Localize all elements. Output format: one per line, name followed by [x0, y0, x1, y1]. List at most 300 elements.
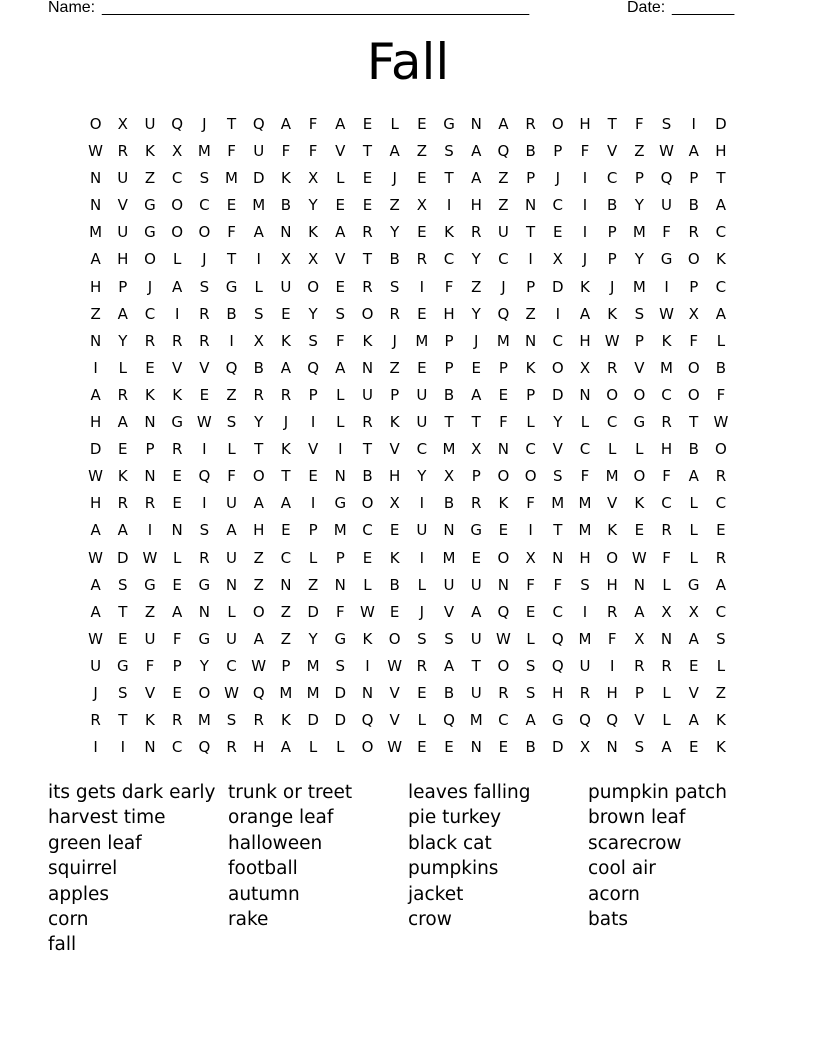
grid-letter[interactable]: S [525, 683, 536, 702]
grid-letter[interactable]: M [197, 711, 211, 730]
grid-letter[interactable]: E [471, 548, 481, 567]
grid-letter[interactable]: P [526, 169, 536, 188]
grid-letter[interactable]: Y [471, 304, 481, 323]
grid-letter[interactable]: M [333, 521, 347, 540]
grid-letter[interactable]: A [90, 602, 101, 621]
grid-letter[interactable]: N [660, 629, 673, 648]
grid-letter[interactable]: X [416, 196, 427, 215]
grid-letter[interactable]: Z [498, 169, 509, 188]
grid-letter[interactable]: R [525, 115, 536, 133]
grid-letter[interactable]: N [443, 521, 455, 540]
grid-letter[interactable]: L [254, 277, 263, 296]
grid-letter[interactable]: K [362, 629, 373, 648]
grid-letter[interactable]: P [118, 277, 128, 296]
grid-letter[interactable]: E [417, 358, 427, 377]
grid-letter[interactable]: X [117, 115, 128, 133]
grid-letter[interactable]: Z [144, 602, 156, 621]
grid-letter[interactable]: E [118, 629, 128, 648]
grid-letter[interactable]: H [89, 277, 102, 296]
grid-letter[interactable]: E [118, 440, 128, 459]
grid-letter[interactable]: B [443, 683, 455, 702]
grid-letter[interactable]: E [362, 548, 373, 567]
grid-letter[interactable]: W [88, 548, 104, 567]
grid-letter[interactable]: F [335, 602, 345, 621]
grid-letter[interactable]: Z [144, 169, 156, 188]
grid-letter[interactable]: Z [715, 683, 727, 702]
grid-letter[interactable]: A [90, 521, 101, 540]
grid-letter[interactable]: L [308, 738, 318, 757]
grid-letter[interactable]: W [251, 656, 267, 675]
grid-letter[interactable]: B [389, 250, 400, 269]
grid-letter[interactable]: R [199, 331, 210, 350]
grid-letter[interactable]: Q [497, 602, 510, 621]
grid-letter[interactable]: U [470, 683, 482, 702]
grid-letter[interactable]: G [225, 277, 238, 296]
grid-letter[interactable]: T [689, 413, 699, 432]
grid-letter[interactable]: Q [579, 711, 591, 730]
grid-letter[interactable]: A [579, 304, 591, 323]
grid-letter[interactable]: N [89, 196, 102, 215]
grid-letter[interactable]: U [117, 169, 129, 188]
grid-letter[interactable]: B [525, 142, 536, 161]
grid-letter[interactable]: F [145, 656, 155, 675]
grid-letter[interactable]: D [89, 440, 102, 459]
grid-letter[interactable]: I [582, 169, 588, 188]
grid-letter[interactable]: R [661, 656, 672, 675]
grid-letter[interactable]: W [88, 142, 104, 161]
grid-letter[interactable]: C [280, 548, 292, 567]
grid-letter[interactable]: L [390, 115, 399, 133]
grid-letter[interactable]: B [715, 358, 727, 377]
grid-letter[interactable]: E [417, 223, 427, 242]
grid-letter[interactable]: T [118, 602, 128, 621]
grid-letter[interactable]: R [117, 142, 128, 161]
grid-letter[interactable]: U [416, 413, 428, 432]
grid-letter[interactable]: F [662, 548, 671, 567]
grid-letter[interactable]: N [334, 575, 346, 594]
grid-letter[interactable]: A [634, 602, 645, 621]
grid-letter[interactable]: E [553, 223, 563, 242]
grid-letter[interactable]: A [443, 656, 455, 675]
grid-letter[interactable]: F [308, 115, 318, 133]
grid-letter[interactable]: Z [280, 629, 292, 648]
grid-letter[interactable]: V [552, 440, 563, 459]
grid-letter[interactable]: P [281, 656, 291, 675]
grid-letter[interactable]: S [417, 629, 427, 648]
grid-letter[interactable]: G [198, 629, 211, 648]
grid-letter[interactable]: G [334, 629, 347, 648]
grid-letter[interactable]: P [172, 656, 182, 675]
grid-letter[interactable]: W [659, 304, 674, 323]
grid-letter[interactable]: O [551, 358, 564, 377]
grid-letter[interactable]: D [334, 711, 347, 730]
grid-letter[interactable]: I [202, 494, 207, 513]
grid-letter[interactable]: I [174, 304, 180, 323]
grid-letter[interactable]: T [444, 413, 454, 432]
grid-letter[interactable]: Y [634, 250, 644, 269]
grid-letter[interactable]: J [147, 277, 153, 296]
grid-letter[interactable]: O [497, 656, 510, 675]
grid-letter[interactable]: A [172, 602, 183, 621]
grid-letter[interactable]: E [525, 602, 536, 621]
grid-letter[interactable]: I [310, 413, 316, 432]
date-field[interactable]: _______ [672, 0, 735, 16]
grid-letter[interactable]: N [579, 385, 591, 404]
grid-letter[interactable]: L [716, 656, 726, 675]
grid-letter[interactable]: O [361, 304, 374, 323]
grid-letter[interactable]: L [227, 602, 236, 621]
grid-letter[interactable]: C [606, 413, 618, 432]
grid-letter[interactable]: F [444, 277, 454, 296]
grid-letter[interactable]: E [362, 169, 373, 188]
grid-letter[interactable]: C [525, 440, 536, 459]
grid-letter[interactable]: E [688, 738, 699, 757]
grid-letter[interactable]: V [172, 358, 183, 377]
grid-letter[interactable]: A [253, 494, 264, 513]
grid-letter[interactable]: T [254, 440, 264, 459]
grid-letter[interactable]: I [93, 738, 98, 757]
grid-letter[interactable]: O [144, 250, 156, 269]
grid-letter[interactable]: S [634, 304, 645, 323]
grid-letter[interactable]: Q [551, 656, 564, 675]
grid-letter[interactable]: X [688, 304, 699, 323]
grid-letter[interactable]: L [526, 413, 535, 432]
grid-letter[interactable]: P [145, 440, 155, 459]
grid-letter[interactable]: K [389, 413, 400, 432]
grid-letter[interactable]: P [634, 683, 644, 702]
grid-letter[interactable]: E [417, 169, 427, 188]
grid-letter[interactable]: Q [551, 629, 564, 648]
grid-letter[interactable]: L [662, 683, 671, 702]
grid-letter[interactable]: Y [634, 196, 644, 215]
grid-letter[interactable]: G [660, 250, 673, 269]
grid-letter[interactable]: K [580, 277, 590, 296]
grid-letter[interactable]: S [335, 304, 346, 323]
grid-letter[interactable]: A [90, 575, 101, 594]
grid-letter[interactable]: L [336, 169, 345, 188]
grid-letter[interactable]: G [334, 494, 347, 513]
grid-letter[interactable]: A [117, 413, 128, 432]
grid-letter[interactable]: R [362, 413, 373, 432]
grid-letter[interactable]: C [362, 521, 373, 540]
grid-letter[interactable]: I [609, 656, 615, 675]
grid-letter[interactable]: X [307, 169, 319, 188]
grid-letter[interactable]: E [498, 521, 509, 540]
grid-letter[interactable]: U [361, 385, 373, 404]
grid-letter[interactable]: U [497, 223, 509, 242]
grid-letter[interactable]: E [199, 385, 210, 404]
grid-letter[interactable]: R [606, 602, 618, 621]
grid-letter[interactable]: F [172, 629, 182, 648]
grid-letter[interactable]: K [715, 250, 726, 269]
grid-letter[interactable]: W [387, 656, 403, 675]
grid-letter[interactable]: Q [252, 683, 265, 702]
grid-letter[interactable]: K [280, 440, 291, 459]
grid-letter[interactable]: E [362, 115, 373, 133]
grid-letter[interactable]: D [252, 169, 265, 188]
grid-letter[interactable]: P [444, 358, 454, 377]
grid-letter[interactable]: A [280, 358, 292, 377]
grid-letter[interactable]: T [471, 413, 481, 432]
grid-letter[interactable]: Q [660, 169, 673, 188]
grid-letter[interactable]: V [389, 683, 400, 702]
grid-letter[interactable]: J [501, 277, 506, 296]
grid-letter[interactable]: Q [606, 711, 619, 730]
grid-letter[interactable]: I [664, 277, 669, 296]
grid-letter[interactable]: C [715, 223, 727, 242]
grid-letter[interactable]: O [361, 494, 374, 513]
grid-letter[interactable]: F [227, 142, 236, 161]
grid-letter[interactable]: X [172, 142, 183, 161]
grid-letter[interactable]: E [145, 358, 155, 377]
grid-letter[interactable]: S [661, 115, 672, 133]
grid-letter[interactable]: E [716, 521, 726, 540]
grid-letter[interactable]: N [361, 358, 374, 377]
grid-letter[interactable]: A [117, 304, 128, 323]
grid-letter[interactable]: W [142, 548, 158, 567]
grid-letter[interactable]: V [634, 711, 645, 730]
grid-letter[interactable]: I [256, 250, 261, 269]
grid-letter[interactable]: N [361, 683, 374, 702]
grid-letter[interactable]: D [307, 711, 319, 730]
grid-letter[interactable]: V [607, 494, 618, 513]
grid-letter[interactable]: P [471, 467, 481, 486]
grid-letter[interactable]: A [471, 602, 482, 621]
grid-letter[interactable]: A [253, 223, 264, 242]
grid-letter[interactable]: P [308, 385, 318, 404]
grid-letter[interactable]: Y [118, 331, 128, 350]
grid-letter[interactable]: I [419, 277, 425, 296]
grid-letter[interactable]: X [579, 358, 591, 377]
grid-letter[interactable]: O [687, 358, 700, 377]
grid-letter[interactable]: P [634, 169, 644, 188]
grid-letter[interactable]: E [417, 115, 427, 133]
grid-letter[interactable]: T [716, 169, 726, 188]
grid-letter[interactable]: H [660, 440, 673, 459]
grid-letter[interactable]: F [716, 385, 726, 404]
grid-letter[interactable]: U [144, 115, 156, 133]
grid-letter[interactable]: O [252, 602, 265, 621]
grid-letter[interactable]: R [606, 358, 618, 377]
grid-letter[interactable]: E [172, 494, 182, 513]
grid-letter[interactable]: P [498, 358, 508, 377]
grid-letter[interactable]: L [689, 521, 698, 540]
grid-letter[interactable]: E [172, 467, 182, 486]
grid-letter[interactable]: F [635, 115, 644, 133]
grid-letter[interactable]: L [716, 331, 726, 350]
grid-letter[interactable]: P [607, 223, 617, 242]
grid-letter[interactable]: R [199, 304, 210, 323]
grid-letter[interactable]: G [144, 223, 156, 242]
grid-letter[interactable]: U [253, 142, 265, 161]
grid-letter[interactable]: A [715, 304, 727, 323]
grid-letter[interactable]: L [172, 250, 182, 269]
grid-letter[interactable]: D [307, 602, 319, 621]
grid-letter[interactable]: N [280, 575, 292, 594]
grid-letter[interactable]: U [90, 656, 102, 675]
grid-letter[interactable]: V [144, 683, 156, 702]
grid-letter[interactable]: I [528, 250, 533, 269]
grid-letter[interactable]: L [417, 575, 427, 594]
grid-letter[interactable]: G [144, 575, 156, 594]
grid-letter[interactable]: S [118, 683, 128, 702]
grid-letter[interactable]: R [661, 521, 672, 540]
grid-letter[interactable]: A [90, 250, 101, 269]
grid-letter[interactable]: V [634, 358, 645, 377]
grid-letter[interactable]: P [634, 331, 644, 350]
grid-letter[interactable]: W [495, 629, 511, 648]
grid-letter[interactable]: V [389, 711, 400, 730]
grid-letter[interactable]: U [416, 521, 428, 540]
grid-letter[interactable]: F [281, 142, 291, 161]
grid-letter[interactable]: K [308, 223, 319, 242]
grid-letter[interactable]: Z [253, 575, 264, 594]
grid-letter[interactable]: L [336, 738, 345, 757]
grid-letter[interactable]: L [118, 358, 127, 377]
grid-letter[interactable]: W [387, 738, 403, 757]
grid-letter[interactable]: L [662, 575, 671, 594]
grid-letter[interactable]: M [442, 440, 456, 459]
grid-letter[interactable]: N [524, 331, 537, 350]
grid-letter[interactable]: A [661, 738, 672, 757]
grid-letter[interactable]: H [579, 331, 591, 350]
grid-letter[interactable]: M [660, 358, 673, 377]
grid-letter[interactable]: S [716, 629, 726, 648]
grid-letter[interactable]: I [310, 494, 316, 513]
grid-letter[interactable]: Z [471, 277, 482, 296]
grid-letter[interactable]: C [171, 169, 183, 188]
grid-letter[interactable]: T [226, 250, 237, 269]
grid-letter[interactable]: N [552, 548, 564, 567]
grid-letter[interactable]: K [362, 331, 373, 350]
grid-letter[interactable]: C [661, 385, 672, 404]
grid-letter[interactable]: L [363, 575, 372, 594]
grid-letter[interactable]: K [715, 738, 726, 757]
grid-letter[interactable]: L [526, 629, 535, 648]
grid-letter[interactable]: S [525, 656, 536, 675]
grid-letter[interactable]: P [553, 142, 563, 161]
grid-letter[interactable]: T [444, 169, 454, 188]
grid-letter[interactable]: J [283, 413, 289, 432]
grid-letter[interactable]: U [416, 385, 428, 404]
grid-letter[interactable]: R [171, 440, 183, 459]
grid-letter[interactable]: Y [308, 196, 318, 215]
grid-letter[interactable]: R [416, 250, 428, 269]
grid-letter[interactable]: J [202, 250, 207, 269]
grid-letter[interactable]: N [225, 575, 238, 594]
grid-letter[interactable]: O [633, 385, 646, 404]
grid-letter[interactable]: A [253, 629, 264, 648]
grid-letter[interactable]: O [524, 467, 537, 486]
grid-letter[interactable]: K [145, 711, 155, 730]
grid-letter[interactable]: I [528, 521, 533, 540]
grid-letter[interactable]: L [227, 440, 236, 459]
grid-letter[interactable]: H [253, 521, 265, 540]
grid-letter[interactable]: Y [471, 250, 481, 269]
grid-letter[interactable]: E [335, 277, 346, 296]
grid-letter[interactable]: J [392, 169, 397, 188]
grid-letter[interactable]: O [198, 223, 211, 242]
grid-letter[interactable]: O [633, 467, 646, 486]
grid-letter[interactable]: M [578, 629, 592, 648]
grid-letter[interactable]: O [171, 223, 184, 242]
grid-letter[interactable]: N [280, 223, 292, 242]
grid-letter[interactable]: V [199, 358, 210, 377]
grid-letter[interactable]: L [417, 711, 427, 730]
grid-letter[interactable]: Q [198, 467, 211, 486]
grid-letter[interactable]: Q [198, 738, 211, 757]
grid-letter[interactable]: F [227, 467, 236, 486]
grid-letter[interactable]: Z [389, 358, 400, 377]
grid-letter[interactable]: X [253, 331, 264, 350]
grid-letter[interactable]: C [552, 602, 564, 621]
grid-letter[interactable]: R [688, 223, 699, 242]
grid-letter[interactable]: X [579, 738, 591, 757]
grid-letter[interactable]: K [145, 142, 155, 161]
grid-letter[interactable]: V [389, 440, 400, 459]
grid-letter[interactable]: G [144, 196, 156, 215]
grid-letter[interactable]: C [606, 169, 618, 188]
grid-letter[interactable]: R [661, 413, 672, 432]
grid-letter[interactable]: A [498, 115, 509, 133]
grid-letter[interactable]: A [471, 142, 482, 161]
grid-letter[interactable]: P [526, 277, 536, 296]
grid-letter[interactable]: R [90, 711, 101, 730]
name-field[interactable]: ________________________________________________ [102, 0, 530, 16]
grid-letter[interactable]: C [715, 494, 727, 513]
grid-letter[interactable]: X [688, 602, 699, 621]
grid-letter[interactable]: X [280, 250, 292, 269]
grid-letter[interactable]: D [117, 548, 129, 567]
grid-letter[interactable]: N [524, 196, 537, 215]
grid-letter[interactable]: F [553, 575, 563, 594]
grid-letter[interactable]: A [280, 738, 292, 757]
grid-letter[interactable]: F [499, 413, 508, 432]
grid-letter[interactable]: A [280, 494, 292, 513]
grid-letter[interactable]: M [306, 683, 320, 702]
grid-letter[interactable]: C [498, 711, 509, 730]
grid-letter[interactable]: O [307, 277, 319, 296]
grid-letter[interactable]: C [226, 656, 237, 675]
grid-letter[interactable]: L [336, 385, 345, 404]
grid-letter[interactable]: V [335, 250, 346, 269]
grid-letter[interactable]: A [172, 277, 183, 296]
grid-letter[interactable]: I [120, 738, 125, 757]
grid-letter[interactable]: D [715, 115, 727, 133]
grid-letter[interactable]: M [415, 331, 429, 350]
grid-letter[interactable]: I [93, 358, 98, 377]
grid-letter[interactable]: I [202, 440, 207, 459]
grid-letter[interactable]: R [171, 331, 183, 350]
grid-letter[interactable]: N [470, 738, 482, 757]
grid-letter[interactable]: S [634, 738, 645, 757]
grid-letter[interactable]: K [525, 358, 536, 377]
grid-letter[interactable]: X [552, 250, 563, 269]
grid-letter[interactable]: J [555, 169, 560, 188]
grid-letter[interactable]: A [90, 385, 101, 404]
grid-letter[interactable]: O [252, 467, 265, 486]
grid-letter[interactable]: P [335, 548, 345, 567]
grid-letter[interactable]: L [662, 711, 671, 730]
grid-letter[interactable]: O [687, 250, 700, 269]
grid-letter[interactable]: A [335, 115, 346, 133]
grid-letter[interactable]: Q [497, 304, 510, 323]
grid-letter[interactable]: M [306, 656, 320, 675]
grid-letter[interactable]: W [196, 413, 212, 432]
grid-letter[interactable]: G [551, 711, 564, 730]
grid-letter[interactable]: M [252, 196, 266, 215]
grid-letter[interactable]: E [226, 196, 237, 215]
